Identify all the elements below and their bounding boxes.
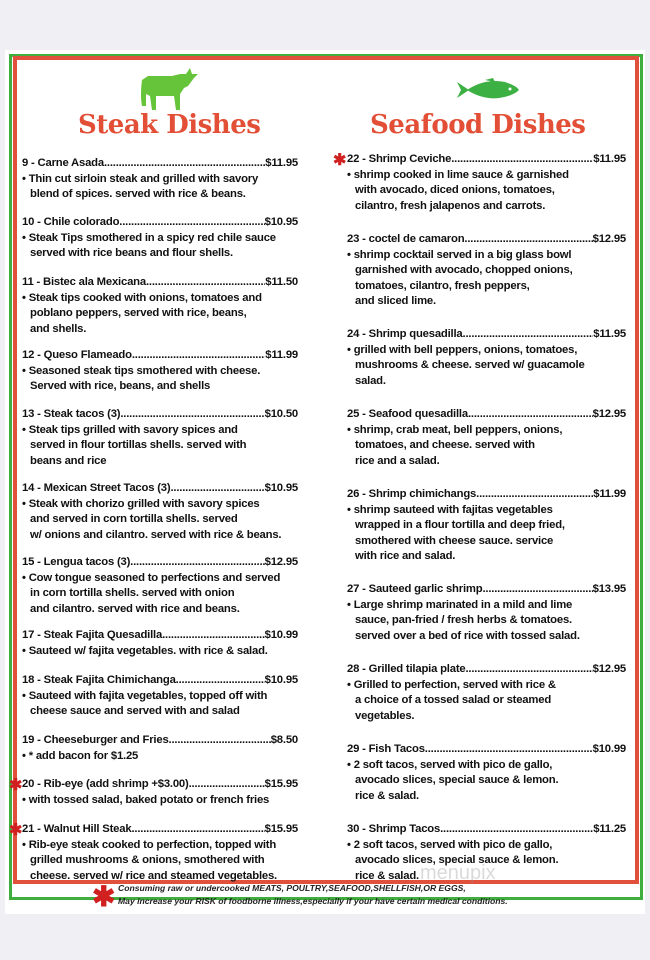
description-line: [30, 379, 298, 395]
notice-line: Consuming raw or undercooked MEATS, POULTRY,SEAFOOD,SHELLFISH,OR EGGS,: [118, 883, 466, 893]
item-header: [347, 822, 626, 838]
description-line: • Steak tips cooked with onions, tomatoes and: [22, 291, 262, 304]
item-description: [347, 343, 626, 390]
item-description: [347, 598, 626, 645]
item-price: $12.95: [592, 408, 626, 420]
description-text: Steak Tips smothered in a spicy red chile sauce: [28, 231, 276, 244]
description-text: garnished with avocado, chopped onions,: [355, 264, 573, 277]
item-name: 15 - Lengua tacos (3): [22, 556, 131, 568]
item-name: 17 - Steak Fajita Quesadilla: [22, 629, 163, 641]
description-text: vegetables.: [355, 709, 415, 722]
description-text: shrimp cocktail served in a big glass bowl: [353, 248, 572, 261]
menu-item: [22, 733, 298, 764]
item-name: 11 - Bistec ala Mexicana: [22, 276, 146, 288]
item-description: [347, 678, 626, 725]
menu-item: [347, 152, 626, 214]
description-line: [355, 263, 626, 279]
description-line: • Steak Tips smothered in a spicy red chile sauce: [22, 231, 276, 244]
item-name: 30 - Shrimp Tacos: [347, 823, 441, 835]
item-header: [347, 152, 626, 168]
menu-item: [347, 487, 626, 565]
menu-item: [22, 628, 298, 659]
item-description: [22, 749, 298, 765]
star-icon: ✱: [9, 822, 23, 839]
description-text: and cilantro. served with rice and beans.: [30, 602, 240, 615]
description-line: • Steak tips grilled with savory spices and: [22, 423, 238, 436]
description-text: Steak tips cooked with onions, tomatoes and: [28, 291, 262, 304]
description-line: [355, 773, 626, 789]
menu-item: [22, 156, 298, 203]
description-line: [30, 187, 298, 203]
menu-item: [22, 407, 298, 469]
item-price: $8.50: [270, 734, 298, 746]
steak-section-title: Steak Dishes: [78, 110, 261, 140]
item-header: [22, 822, 298, 838]
item-description: [22, 793, 298, 809]
item-header: [22, 407, 298, 423]
description-text: cheese. served w/ rice and steamed vegetables.: [30, 869, 277, 882]
item-name: 12 - Queso Flameado: [22, 349, 132, 361]
fish-icon: [455, 78, 521, 102]
description-text: Large shrimp marinated in a mild and lime: [353, 598, 573, 611]
description-text: Thin cut sirloin steak and grilled with savory: [28, 172, 259, 185]
description-line: [355, 183, 626, 199]
description-text: Grilled to perfection, served with rice &: [353, 678, 556, 691]
item-price: $12.95: [592, 233, 626, 245]
dot-leader: [482, 582, 592, 598]
item-name: 27 - Sauteed garlic shrimp: [347, 583, 483, 595]
dot-leader: [425, 742, 593, 758]
menu-item: [347, 662, 626, 724]
description-text: grilled mushrooms & onions, smothered with: [30, 854, 265, 867]
description-text: avocado slices, special sauce & lemon.: [355, 854, 559, 867]
item-name: 20 - Rib-eye (add shrimp +$3.00): [22, 778, 189, 790]
description-line: • Large shrimp marinated in a mild and lime: [347, 598, 573, 611]
description-line: [30, 246, 298, 262]
description-line: [355, 199, 626, 215]
description-text: served in flour tortillas shells. served with: [30, 439, 247, 452]
item-price: $11.95: [593, 153, 626, 165]
item-header: [347, 742, 626, 758]
notice-line: May increase your RISK of foodborne illness,especially if your have certain medical conditions.: [118, 896, 508, 906]
item-price: $12.95: [264, 556, 298, 568]
item-header: [347, 662, 626, 678]
menu-item: [22, 822, 298, 884]
item-price: $10.95: [264, 674, 298, 686]
item-name: 21 - Walnut Hill Steak: [22, 823, 132, 835]
dot-leader: [132, 348, 265, 364]
description-text: served with rice beans and flour shells.: [30, 247, 233, 260]
item-header: [347, 327, 626, 343]
dot-leader: [130, 555, 264, 571]
item-price: $12.95: [592, 663, 626, 675]
item-price: $11.99: [265, 349, 298, 361]
menu-item: [22, 275, 298, 337]
description-text: and sliced lime.: [355, 295, 436, 308]
item-header: [347, 582, 626, 598]
menu-item: [22, 555, 298, 617]
food-safety-notice: [118, 882, 508, 908]
item-header: [347, 232, 626, 248]
description-line: • Sauteed w/ fajita vegetables. with rice & salad.: [22, 644, 268, 657]
item-description: [22, 838, 298, 885]
description-line: [355, 709, 626, 725]
item-description: [347, 168, 626, 215]
description-line: • Sauteed with fajita vegetables, topped off with: [22, 689, 268, 702]
description-line: [355, 438, 626, 454]
item-description: [22, 644, 298, 660]
cow-icon: [138, 66, 200, 112]
dot-leader: [170, 481, 264, 497]
description-text: Cow tongue seasoned to perfections and served: [28, 571, 281, 584]
description-line: • with tossed salad, baked potato or french fries: [22, 793, 270, 806]
description-text: Served with rice, beans, and shells: [30, 380, 211, 393]
item-name: 13 - Steak tacos (3): [22, 408, 121, 420]
description-line: [355, 789, 626, 805]
item-name: 19 - Cheeseburger and Fries: [22, 734, 169, 746]
item-price: $11.95: [593, 328, 626, 340]
item-description: [22, 172, 298, 203]
item-price: $15.95: [264, 778, 298, 790]
description-text: w/ onions and cilantro. served with rice & beans.: [30, 528, 282, 541]
menu-item: [22, 481, 298, 543]
item-name: 29 - Fish Tacos: [347, 743, 425, 755]
description-text: tomatoes, cilantro, fresh peppers,: [355, 279, 530, 292]
description-line: [30, 528, 298, 544]
item-name: 25 - Seafood quesadilla: [347, 408, 468, 420]
item-name: 22 - Shrimp Ceviche: [347, 153, 452, 165]
description-line: • 2 soft tacos, served with pico de gallo,: [347, 758, 553, 771]
description-line: [355, 613, 626, 629]
item-header: [347, 407, 626, 423]
description-line: [30, 586, 298, 602]
description-line: [355, 518, 626, 534]
item-price: $13.95: [592, 583, 626, 595]
item-price: $10.95: [264, 216, 298, 228]
menu-item: [22, 348, 298, 395]
description-line: [355, 374, 626, 390]
dot-leader: [104, 156, 265, 172]
item-description: [347, 758, 626, 805]
dot-leader: [146, 275, 265, 291]
description-text: 2 soft tacos, served with pico de gallo,: [353, 838, 553, 851]
description-text: smothered with cheese sauce. service: [355, 534, 554, 547]
item-price: $11.99: [593, 488, 626, 500]
item-description: [347, 248, 626, 310]
item-header: [22, 733, 298, 749]
item-price: $10.99: [264, 629, 298, 641]
description-line: • shrimp, crab meat, bell peppers, onions,: [347, 423, 563, 436]
description-line: [355, 454, 626, 470]
item-header: [22, 628, 298, 644]
star-icon: ✱: [9, 777, 23, 794]
description-text: Seasoned steak tips smothered with cheese.: [28, 364, 261, 377]
description-text: shrimp sauteed with fajitas vegetables: [353, 503, 553, 516]
description-text: Sauteed with fajita vegetables, topped off with: [28, 689, 268, 702]
description-text: salad.: [355, 374, 386, 387]
menu-item: [347, 582, 626, 644]
dot-leader: [120, 407, 264, 423]
description-line: [355, 693, 626, 709]
description-text: 2 soft tacos, served with pico de gallo,: [353, 758, 553, 771]
item-price: $15.95: [264, 823, 298, 835]
item-header: [22, 348, 298, 364]
item-header: [22, 275, 298, 291]
description-line: [355, 534, 626, 550]
description-line: • Grilled to perfection, served with rice &: [347, 678, 556, 691]
dot-leader: [119, 215, 264, 231]
item-description: [22, 689, 298, 720]
item-description: [347, 423, 626, 470]
warning-star-icon: ✱: [92, 881, 116, 912]
description-line: • Cow tongue seasoned to perfections and served: [22, 571, 281, 584]
item-price: $10.50: [264, 408, 298, 420]
description-text: with rice and salad.: [355, 550, 456, 563]
description-line: [30, 704, 298, 720]
item-description: [22, 364, 298, 395]
dot-leader: [468, 407, 593, 423]
menu-item: [22, 215, 298, 262]
seafood-section-title: Seafood Dishes: [370, 110, 586, 140]
dot-leader: [131, 822, 264, 838]
description-text: * add bacon for $1.25: [28, 749, 139, 762]
description-line: [30, 454, 298, 470]
description-text: grilled with bell peppers, onions, tomatoes,: [353, 343, 578, 356]
menu-item: [347, 232, 626, 310]
description-text: poblano peppers, served with rice, beans,: [30, 307, 247, 320]
description-line: [30, 438, 298, 454]
description-line: • Thin cut sirloin steak and grilled with savory: [22, 172, 259, 185]
description-text: in corn tortilla shells. served with onion: [30, 587, 235, 600]
description-line: [30, 322, 298, 338]
description-text: rice & salad.: [355, 869, 419, 882]
item-price: $11.50: [265, 276, 298, 288]
menu-item: [22, 777, 298, 808]
dot-leader: [440, 822, 593, 838]
item-description: [22, 423, 298, 470]
description-line: [30, 853, 298, 869]
item-name: 23 - coctel de camaron: [347, 233, 465, 245]
star-icon: ✱: [333, 152, 347, 169]
menu-item: [347, 407, 626, 469]
description-line: • 2 soft tacos, served with pico de gallo,: [347, 838, 553, 851]
dot-leader: [169, 733, 271, 749]
item-description: [22, 291, 298, 338]
item-description: [22, 231, 298, 262]
description-line: [30, 306, 298, 322]
description-text: served over a bed of rice with tossed salad.: [355, 629, 580, 642]
item-header: [22, 481, 298, 497]
item-name: 9 - Carne Asada: [22, 157, 104, 169]
description-line: [30, 602, 298, 618]
description-text: with tossed salad, baked potato or french fries: [28, 793, 270, 806]
menu-item: [22, 673, 298, 720]
description-line: • * add bacon for $1.25: [22, 749, 139, 762]
dot-leader: [465, 662, 592, 678]
item-header: [22, 555, 298, 571]
description-line: • Seasoned steak tips smothered with cheese.: [22, 364, 261, 377]
menu-item: [347, 327, 626, 389]
description-line: • shrimp cocktail served in a big glass bowl: [347, 248, 572, 261]
description-text: Rib-eye steak cooked to perfection, topped with: [28, 838, 277, 851]
description-text: rice and a salad.: [355, 454, 440, 467]
description-line: [355, 294, 626, 310]
dot-leader: [451, 152, 593, 168]
item-name: 24 - Shrimp quesadilla: [347, 328, 463, 340]
description-line: • shrimp sauteed with fajitas vegetables: [347, 503, 553, 516]
item-name: 26 - Shrimp chimichangs: [347, 488, 477, 500]
item-price: $11.95: [265, 157, 298, 169]
item-name: 10 - Chile colorado: [22, 216, 120, 228]
description-text: mushrooms & cheese. served w/ guacamole: [355, 359, 585, 372]
description-text: shrimp cooked in lime sauce & garnished: [353, 168, 569, 181]
dot-leader: [476, 487, 593, 503]
description-line: • Steak with chorizo grilled with savory spices: [22, 497, 260, 510]
item-name: 18 - Steak Fajita Chimichanga: [22, 674, 176, 686]
item-price: $10.95: [264, 482, 298, 494]
dot-leader: [463, 327, 594, 343]
item-header: [22, 777, 298, 793]
description-text: and served in corn tortilla shells. served: [30, 513, 238, 526]
item-description: [347, 503, 626, 565]
watermark: menupix: [420, 862, 496, 884]
description-text: cilantro, fresh jalapenos and carrots.: [355, 199, 546, 212]
description-line: [355, 279, 626, 295]
description-line: [355, 629, 626, 645]
item-header: [22, 673, 298, 689]
description-text: a choice of a tossed salad or steamed: [355, 694, 552, 707]
description-text: avocado slices, special sauce & lemon.: [355, 774, 559, 787]
dot-leader: [464, 232, 592, 248]
description-text: tomatoes, and cheese. served with: [355, 439, 535, 452]
description-text: Steak with chorizo grilled with savory spices: [28, 497, 260, 510]
description-text: sauce, pan-fried / fresh herbs & tomatoes.: [355, 614, 572, 627]
description-text: wrapped in a flour tortilla and deep fried,: [355, 519, 565, 532]
description-line: [355, 358, 626, 374]
item-header: [22, 215, 298, 231]
description-text: rice & salad.: [355, 789, 419, 802]
item-header: [22, 156, 298, 172]
description-line: • shrimp cooked in lime sauce & garnished: [347, 168, 569, 181]
description-text: shrimp, crab meat, bell peppers, onions,: [353, 423, 563, 436]
item-description: [22, 497, 298, 544]
description-text: cheese sauce and served with and salad: [30, 705, 240, 718]
item-name: 28 - Grilled tilapia plate: [347, 663, 466, 675]
dot-leader: [176, 673, 265, 689]
description-line: • Rib-eye steak cooked to perfection, topped with: [22, 838, 277, 851]
description-line: [30, 512, 298, 528]
description-text: beans and rice: [30, 454, 107, 467]
menu-item: [347, 742, 626, 804]
item-name: 14 - Mexican Street Tacos (3): [22, 482, 171, 494]
item-description: [22, 571, 298, 618]
description-text: Steak tips grilled with savory spices and: [28, 423, 238, 436]
item-price: $11.25: [593, 823, 626, 835]
description-text: and shells.: [30, 322, 87, 335]
dot-leader: [189, 777, 265, 793]
description-text: blend of spices. served with rice & beans.: [30, 188, 246, 201]
item-price: $10.99: [592, 743, 626, 755]
description-line: • grilled with bell peppers, onions, tomatoes,: [347, 343, 578, 356]
description-line: [355, 549, 626, 565]
dot-leader: [162, 628, 265, 644]
description-text: with avocado, diced onions, tomatoes,: [355, 184, 555, 197]
item-header: [347, 487, 626, 503]
description-text: Sauteed w/ fajita vegetables. with rice & salad.: [28, 644, 268, 657]
